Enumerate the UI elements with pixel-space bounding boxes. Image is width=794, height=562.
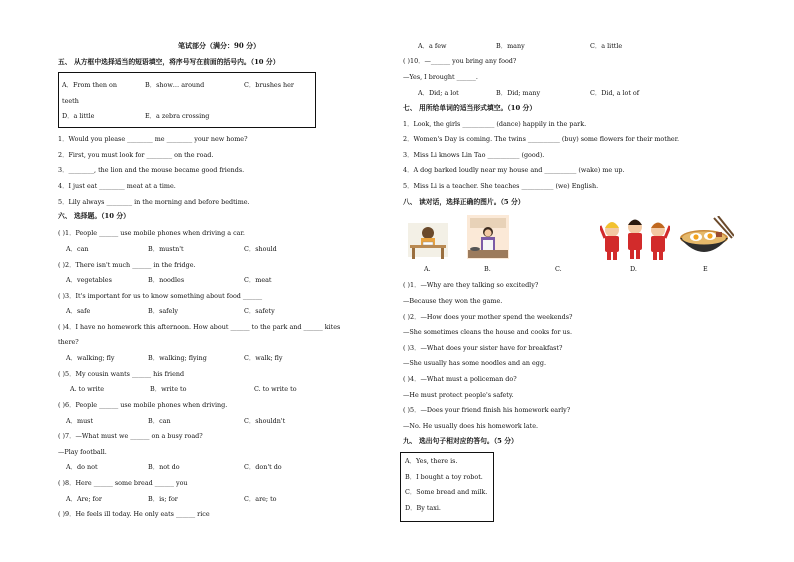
- sec6-q7-b: B．not do: [148, 463, 180, 471]
- picture-label-e: E: [703, 265, 708, 273]
- sec6-q3-a: A．safe: [66, 307, 91, 315]
- picture-label-d: D.: [630, 265, 637, 273]
- sec7-q4: 4．A dog barked loudly near my house and __________ (wake) me up.: [403, 166, 625, 174]
- section-7-heading: 七、 用所给单词的适当形式填空。（10 分）: [403, 104, 537, 112]
- sec6-q5: ( )5．My cousin wants ______ his friend: [58, 370, 185, 378]
- section-title: 笔试部分（满分：90 分）: [178, 41, 261, 50]
- sec7-q5: 5．Miss Li is a teacher. She teaches __________ (we) English.: [403, 182, 599, 190]
- sec6-q10: ( )10．—______ you bring any food?: [403, 57, 517, 65]
- sec6-q7: ( )7．—What must we ______ on a busy road?: [58, 432, 203, 440]
- picture-label-b: B.: [484, 265, 491, 273]
- sec8-q1: ( )1．—Why are they talking so excitedly?: [403, 281, 539, 289]
- sec6-q6: ( )6．People ______ use mobile phones when driving.: [58, 401, 228, 409]
- picture-b-cooking: [466, 214, 510, 260]
- sec5-q3: 3．________, the lion and the mouse became good friends.: [58, 166, 245, 174]
- sec6-q1-c: C．should: [244, 245, 277, 253]
- sec6-q2: ( )2．There isn't much ______ in the fridge.: [58, 261, 196, 269]
- picture-c-blank: [525, 224, 569, 260]
- sec8-q2: ( )2．—How does your mother spend the weekends?: [403, 313, 573, 321]
- sec6-q7-c: C．don't do: [244, 463, 282, 471]
- sec6-q1: ( )1．People ______ use mobile phones when driving a car.: [58, 229, 245, 237]
- sec8-q2-answer: —She sometimes cleans the house and cooks for us.: [403, 328, 572, 336]
- sec6-q6-b: B．can: [148, 417, 171, 425]
- sec6-q6-c: C．shouldn't: [244, 417, 286, 425]
- sec8-q5-answer: —No. He usually does his homework late.: [403, 422, 539, 430]
- sec6-q9-a: A．a few: [418, 42, 447, 50]
- sec6-q9-c: C．a little: [590, 42, 623, 50]
- sec6-q3-c: C．safety: [244, 307, 275, 315]
- answer-a: A．Yes, there is.: [405, 457, 458, 465]
- sec6-q6-a: A．must: [66, 417, 94, 425]
- sec6-q8-c: C．are; to: [244, 495, 277, 503]
- sec6-q10-a: A．Did; a lot: [418, 89, 459, 97]
- answer-b: B．I bought a toy robot.: [405, 473, 483, 481]
- sec8-q5: ( )5．—Does your friend finish his homework early?: [403, 406, 571, 414]
- sec6-q8-a: A．Are; for: [66, 495, 102, 503]
- sec6-q7-a: A．do not: [66, 463, 98, 471]
- sec5-q5: 5．Lily always ________ in the morning and before bedtime.: [58, 198, 250, 206]
- sec6-q4-b: B．walking; flying: [148, 354, 207, 362]
- picture-a-studying: [406, 221, 450, 261]
- sec6-q7-cont: —Play football.: [58, 448, 107, 456]
- sec6-q4-a: A．walking; fly: [66, 354, 115, 362]
- sec6-q10-cont: —Yes, I brought ______.: [403, 73, 478, 81]
- sec6-q4: ( )4．I have no homework this afternoon. How about ______ to the park and ______ kites: [58, 323, 341, 331]
- sec8-q3-answer: —She usually has some noodles and an egg.: [403, 359, 547, 367]
- sec6-q3-b: B．safely: [148, 307, 178, 315]
- sec8-q4: ( )4．—What must a policeman do?: [403, 375, 517, 383]
- sec6-q10-b: B．Did; many: [496, 89, 541, 97]
- sec6-q2-b: B．noodles: [148, 276, 185, 284]
- picture-label-c: C.: [555, 265, 562, 273]
- sec7-q3: 3．Miss Li knows Lin Tao __________ (good).: [403, 151, 545, 159]
- picture-e-noodles-egg: [678, 216, 734, 262]
- phrase-c: C．brushes her: [244, 81, 294, 89]
- phrase-d: D．a little: [62, 112, 95, 120]
- sec6-q5-a: A. to write: [70, 385, 105, 393]
- sec6-q9: ( )9．He feels ill today. He only eats ______ rice: [58, 510, 210, 518]
- sec8-q4-answer: —He must protect people's safety.: [403, 391, 514, 399]
- phrase-a: A．From then on: [62, 81, 118, 89]
- sec6-q3: ( )3．It's important for us to know something about food ______: [58, 292, 263, 300]
- sec6-q8-b: B．is; for: [148, 495, 178, 503]
- sec5-q2: 2．First, you must look for ________ on the road.: [58, 151, 214, 159]
- sec6-q9-b: B．many: [496, 42, 525, 50]
- phrase-e: E．a zebra crossing: [145, 112, 210, 120]
- section-8-heading: 八、 读对话，选择正确的图片。（5 分）: [403, 198, 525, 206]
- answer-c: C．Some bread and milk.: [405, 488, 488, 496]
- sec6-q8: ( )8．Here ______ some bread ______ you: [58, 479, 188, 487]
- picture-label-a: A.: [424, 265, 431, 273]
- sec6-q5-c: C. to write to: [254, 385, 297, 393]
- sec6-q4-c: C．walk; fly: [244, 354, 283, 362]
- section-6-heading: 六、 选择题。（10 分）: [58, 212, 130, 220]
- sec5-q4: 4．I just eat ________ meat at a time.: [58, 182, 176, 190]
- sec6-q2-c: C．meat: [244, 276, 272, 284]
- sec8-q3: ( )3．—What does your sister have for breakfast?: [403, 344, 563, 352]
- sec5-q1: 1．Would you please ________ me ________ your new home?: [58, 135, 248, 143]
- sec6-q1-a: A．can: [66, 245, 89, 253]
- phrase-b: B．show… around: [145, 81, 205, 89]
- sec8-q1-answer: —Because they won the game.: [403, 297, 503, 305]
- sec6-q10-c: C．Did, a lot of: [590, 89, 640, 97]
- phrase-c-cont: teeth: [62, 97, 79, 105]
- sec6-q5-b: B．write to: [150, 385, 187, 393]
- section-9-heading: 九、 选出句子相对应的答句。（5 分）: [403, 437, 518, 445]
- picture-d-team-cheering: [600, 214, 670, 262]
- answer-d: D．By taxi.: [405, 504, 441, 512]
- sec7-q2: 2．Women's Day is coming. The twins __________ (buy) some flowers for their mother.: [403, 135, 680, 143]
- sec6-q2-a: A．vegetables: [66, 276, 112, 284]
- sec6-q4-cont: there?: [58, 338, 79, 346]
- sec7-q1: 1．Look, the girls __________ (dance) happily in the park.: [403, 120, 587, 128]
- section-5-heading: 五、 从方框中选择适当的短语填空，将序号写在前面的括号内。（10 分）: [58, 58, 280, 66]
- sec6-q1-b: B．mustn't: [148, 245, 184, 253]
